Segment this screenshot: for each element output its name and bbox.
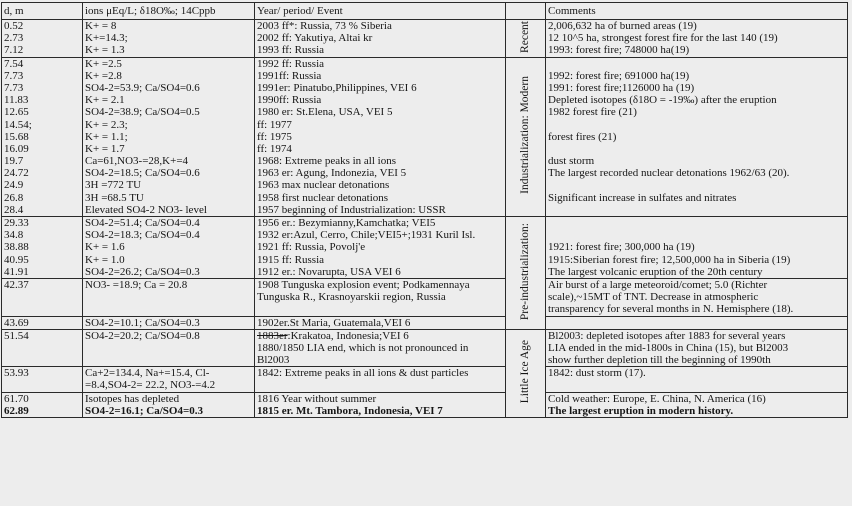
event-cell	[255, 57, 506, 216]
event-cell	[255, 316, 506, 329]
comment-cell	[546, 20, 848, 58]
comment-line: Bl2003: depleted isotopes after 1883 for several years	[548, 329, 786, 342]
header-row	[2, 3, 848, 20]
era-cell	[506, 217, 546, 330]
depth-value: 7.73	[4, 69, 24, 82]
event-line: 1880/1850 LIA end, which is not pronounced in	[257, 341, 469, 354]
event-line: ff: 1975	[257, 130, 292, 143]
depth-value: 43.69	[4, 316, 29, 329]
ion-value: SO4-2=20.2; Ca/SO4=0.8	[85, 329, 200, 342]
comment-line	[548, 119, 845, 131]
comment-cell	[546, 278, 848, 316]
struck-text: 1883er	[257, 329, 288, 342]
depth-cell	[2, 278, 83, 316]
comment-line	[548, 143, 845, 155]
event-cell	[255, 278, 506, 316]
era-cell	[506, 20, 546, 58]
event-line: 1842: Extreme peaks in all ions & dust particles	[257, 367, 469, 380]
comment-line: 1915:Siberian forest fire; 12,500,000 ha in Siberia (19)	[548, 253, 791, 266]
depth-cell	[2, 20, 83, 58]
event-line: 1968: Extreme peaks in all ions	[257, 155, 396, 168]
comment-line: 2,006,632 ha of burned areas (19)	[548, 20, 697, 32]
event-line	[257, 330, 503, 342]
comment-line: forest fires (21)	[548, 130, 617, 143]
event-line: 1991er: Pinatubo,Philippines, VEI 6	[257, 81, 417, 94]
era-label-little-ice-age: Little Ice Age	[519, 340, 531, 404]
depth-value: 14.54;	[4, 118, 32, 131]
ion-value: K+ = 1.6	[85, 241, 125, 254]
depth-value: 15.68	[4, 130, 29, 143]
event-line: 1912 er.: Novarupta, USA VEI 6	[257, 265, 401, 278]
comment-line: Air burst of a large meteoroid/comet; 5.0 (Richter	[548, 278, 768, 291]
header-era	[506, 3, 546, 20]
event-cell	[255, 217, 506, 279]
depth-value: 28.4	[4, 203, 24, 216]
ions-cell	[83, 329, 255, 367]
event-cell	[255, 329, 506, 367]
ions-cell	[83, 392, 255, 417]
ion-value: Ca=61,NO3-=28,K+=4	[85, 155, 189, 168]
table-row	[2, 57, 848, 216]
comment-line	[548, 229, 845, 241]
event-line: 1921 ff: Russia, Povolj'e	[257, 241, 366, 254]
ion-value: K+ = 2.1	[85, 94, 125, 107]
ion-value: SO4-2=26.2; Ca/SO4=0.3	[85, 265, 200, 278]
event-text: :Krakatoa, Indonesia;VEI 6	[287, 329, 409, 342]
comment-cell	[546, 367, 848, 392]
event-line: 1908 Tunguska explosion event; Podkamennaya	[257, 278, 470, 291]
depth-value: 24.9	[4, 179, 24, 192]
ion-value: K+ =2.5	[85, 57, 122, 70]
event-cell	[255, 20, 506, 58]
depth-value: 0.52	[4, 20, 24, 32]
depth-value: 7.73	[4, 81, 24, 94]
ion-value: SO4-2=18.3; Ca/SO4=0.4	[85, 229, 200, 242]
depth-value: 41.91	[4, 265, 29, 278]
depth-value: 53.93	[4, 367, 29, 380]
event-line: Bl2003	[257, 354, 290, 367]
ion-value: K+ = 1.7	[85, 142, 125, 155]
event-cell	[255, 367, 506, 392]
event-line: Tunguska R., Krasnoyarskii region, Russia	[257, 291, 446, 304]
event-line: 1932 er:Azul, Cerro, Chile;VEI5+;1931 Kuril Isl.	[257, 229, 476, 242]
depth-cell	[2, 329, 83, 367]
event-cell	[255, 392, 506, 417]
comment-line	[548, 58, 845, 70]
comment-line	[548, 217, 845, 229]
depth-value: 42.37	[4, 278, 29, 291]
event-line: 1816 Year without summer	[257, 392, 377, 405]
comment-cell	[546, 57, 848, 216]
event-line: 1956 er.: Bezymianny,Kamchatka; VEI5	[257, 217, 436, 229]
comment-line: 1991: forest fire;1126000 ha (19)	[548, 81, 695, 94]
ion-value: SO4-2=18.5; Ca/SO4=0.6	[85, 167, 200, 180]
comment-line: The largest volcanic eruption of the 20th century	[548, 265, 763, 278]
ion-value: Elevated SO4-2 NO3- level	[85, 203, 207, 216]
comment-cell	[546, 329, 848, 367]
event-line: 1991ff: Russia	[257, 69, 322, 82]
comment-line	[548, 204, 845, 216]
comment-line: The largest recorded nuclear detonations 1962/63 (20).	[548, 167, 790, 180]
comment-line	[548, 179, 845, 191]
era-cell	[506, 57, 546, 216]
depth-value: 7.54	[4, 57, 24, 70]
era-label-recent: Recent	[519, 20, 531, 53]
ion-value: NO3- =18.9; Ca = 20.8	[85, 278, 188, 291]
event-line: ff: 1974	[257, 142, 292, 155]
era-cell	[506, 329, 546, 417]
event-line: 1980 er: St.Elena, USA, VEI 5	[257, 106, 393, 119]
comment-line: scale),~15MT of TNT. Decrease in atmospheric	[548, 291, 759, 304]
ions-cell	[83, 217, 255, 279]
era-label-industrialization: Industrialization: Modern	[519, 76, 531, 195]
comment-line: 1982 forest fire (21)	[548, 106, 637, 119]
ion-value: K+ = 2.3;	[85, 118, 128, 131]
comment-line: transparency for several months in N. Hemisphere (18).	[548, 303, 794, 316]
event-line: 1963 max nuclear detonations	[257, 179, 390, 192]
table-row	[2, 329, 848, 367]
event-line: 1993 ff: Russia	[257, 44, 325, 57]
depth-value: 61.70	[4, 392, 29, 405]
comment-line: dust storm	[548, 155, 595, 168]
ion-value: SO4-2=16.1; Ca/SO4=0.3	[85, 404, 203, 417]
depth-value: 62.89	[4, 404, 29, 417]
comment-line: Cold weather: Europe, E. China, N. America (16)	[548, 392, 766, 405]
depth-value: 16.09	[4, 142, 29, 155]
comment-line	[548, 317, 845, 329]
depth-value: 38.88	[4, 241, 29, 254]
comment-line: Significant increase in sulfates and nitrates	[548, 191, 737, 204]
header-depth: d, m	[2, 3, 83, 20]
ion-value: SO4-2=38.9; Ca/SO4=0.5	[85, 106, 200, 119]
table-row	[2, 217, 848, 279]
comment-cell	[546, 316, 848, 329]
ion-value: SO4-2=10.1; Ca/SO4=0.3	[85, 316, 200, 329]
event-line: 1963 er: Agung, Indonezia, VEI 5	[257, 167, 407, 180]
header-event: Year/ period/ Event	[255, 3, 506, 20]
ions-cell	[83, 20, 255, 58]
depth-value: 24.72	[4, 167, 29, 180]
table-row	[2, 278, 848, 316]
event-line: ff: 1977	[257, 118, 292, 131]
comment-line: 1842: dust storm (17).	[548, 367, 646, 380]
event-line: 1992 ff: Russia	[257, 57, 325, 70]
depth-value: 11.83	[4, 94, 29, 107]
header-ions: ions μEq/L; δ18O‰; 14Cppb	[83, 3, 255, 20]
event-line: 1957 beginning of Industrialization: USSR	[257, 203, 446, 216]
comment-line: LIA ended in the mid-1800s in China (15), but Bl2003	[548, 341, 789, 354]
table-row	[2, 316, 848, 329]
ion-value: K+ = 1.0	[85, 253, 125, 266]
comment-line: The largest eruption in modern history.	[548, 404, 734, 417]
era-label-pre-industrialization: Pre-industrialization:	[519, 222, 531, 320]
depth-cell	[2, 392, 83, 417]
comment-cell	[546, 392, 848, 417]
ion-value: SO4-2=51.4; Ca/SO4=0.4	[85, 217, 200, 229]
ion-value: SO4-2=53.9; Ca/SO4=0.6	[85, 81, 200, 94]
table-row	[2, 392, 848, 417]
depth-value: 34.8	[4, 229, 24, 242]
ion-value: Isotopes has depleted	[85, 392, 180, 405]
depth-value: 51.54	[4, 329, 29, 342]
depth-value: 40.95	[4, 253, 29, 266]
comment-line: Depleted isotopes (δ18O = -19‰) after the eruption	[548, 94, 777, 107]
depth-cell	[2, 316, 83, 329]
depth-cell	[2, 217, 83, 279]
ions-cell	[83, 57, 255, 216]
comment-line: 12 10^5 ha, strongest forest fire for the last 140 (19)	[548, 32, 778, 45]
depth-value: 19.7	[4, 155, 24, 168]
ion-value: K+=14.3;	[85, 32, 128, 45]
depth-value: 29.33	[4, 217, 29, 229]
ion-value: =8.4,SO4-2= 22.2, NO3-=4.2	[85, 379, 216, 392]
ions-cell	[83, 316, 255, 329]
header-comments: Comments	[546, 3, 848, 20]
depth-value: 7.12	[4, 44, 24, 57]
ion-value: K+ =2.8	[85, 69, 122, 82]
ion-value: Ca+2=134.4, Na+=15.4, Cl-	[85, 367, 210, 380]
event-line: 2002 ff: Yakutiya, Altai kr	[257, 32, 373, 45]
event-line: 1902er.St Maria, Guatemala,VEI 6	[257, 316, 411, 329]
ion-value: K+ = 1.1;	[85, 130, 128, 143]
depth-value: 12.65	[4, 106, 29, 119]
event-line: 1915 ff: Russia	[257, 253, 325, 266]
table-row	[2, 20, 848, 58]
comment-line: 1992: forest fire; 691000 ha(19)	[548, 69, 690, 82]
comment-line: 1993: forest fire; 748000 ha(19)	[548, 44, 690, 57]
depth-value: 2.73	[4, 32, 24, 45]
ion-value: 3H =772 TU	[85, 179, 142, 192]
event-line: 2003 ff*: Russia, 73 % Siberia	[257, 20, 392, 32]
event-line: 1815 er. Mt. Tambora, Indonesia, VEI 7	[257, 404, 443, 417]
event-line: 1990ff: Russia	[257, 94, 322, 107]
ions-cell	[83, 278, 255, 316]
comment-line: 1921: forest fire; 300,000 ha (19)	[548, 241, 695, 254]
comment-cell	[546, 217, 848, 279]
table-row	[2, 367, 848, 392]
ion-value: K+ = 8	[85, 20, 117, 32]
event-line: 1958 first nuclear detonations	[257, 191, 389, 204]
depth-value: 26.8	[4, 191, 24, 204]
depth-cell	[2, 367, 83, 392]
ion-value: 3H =68.5 TU	[85, 191, 144, 204]
ions-cell	[83, 367, 255, 392]
ion-value: K+ = 1.3	[85, 44, 125, 57]
depth-cell	[2, 57, 83, 216]
comment-line: show further depletion till the beginning of 1990th	[548, 354, 771, 367]
ice-core-event-table	[1, 2, 848, 418]
